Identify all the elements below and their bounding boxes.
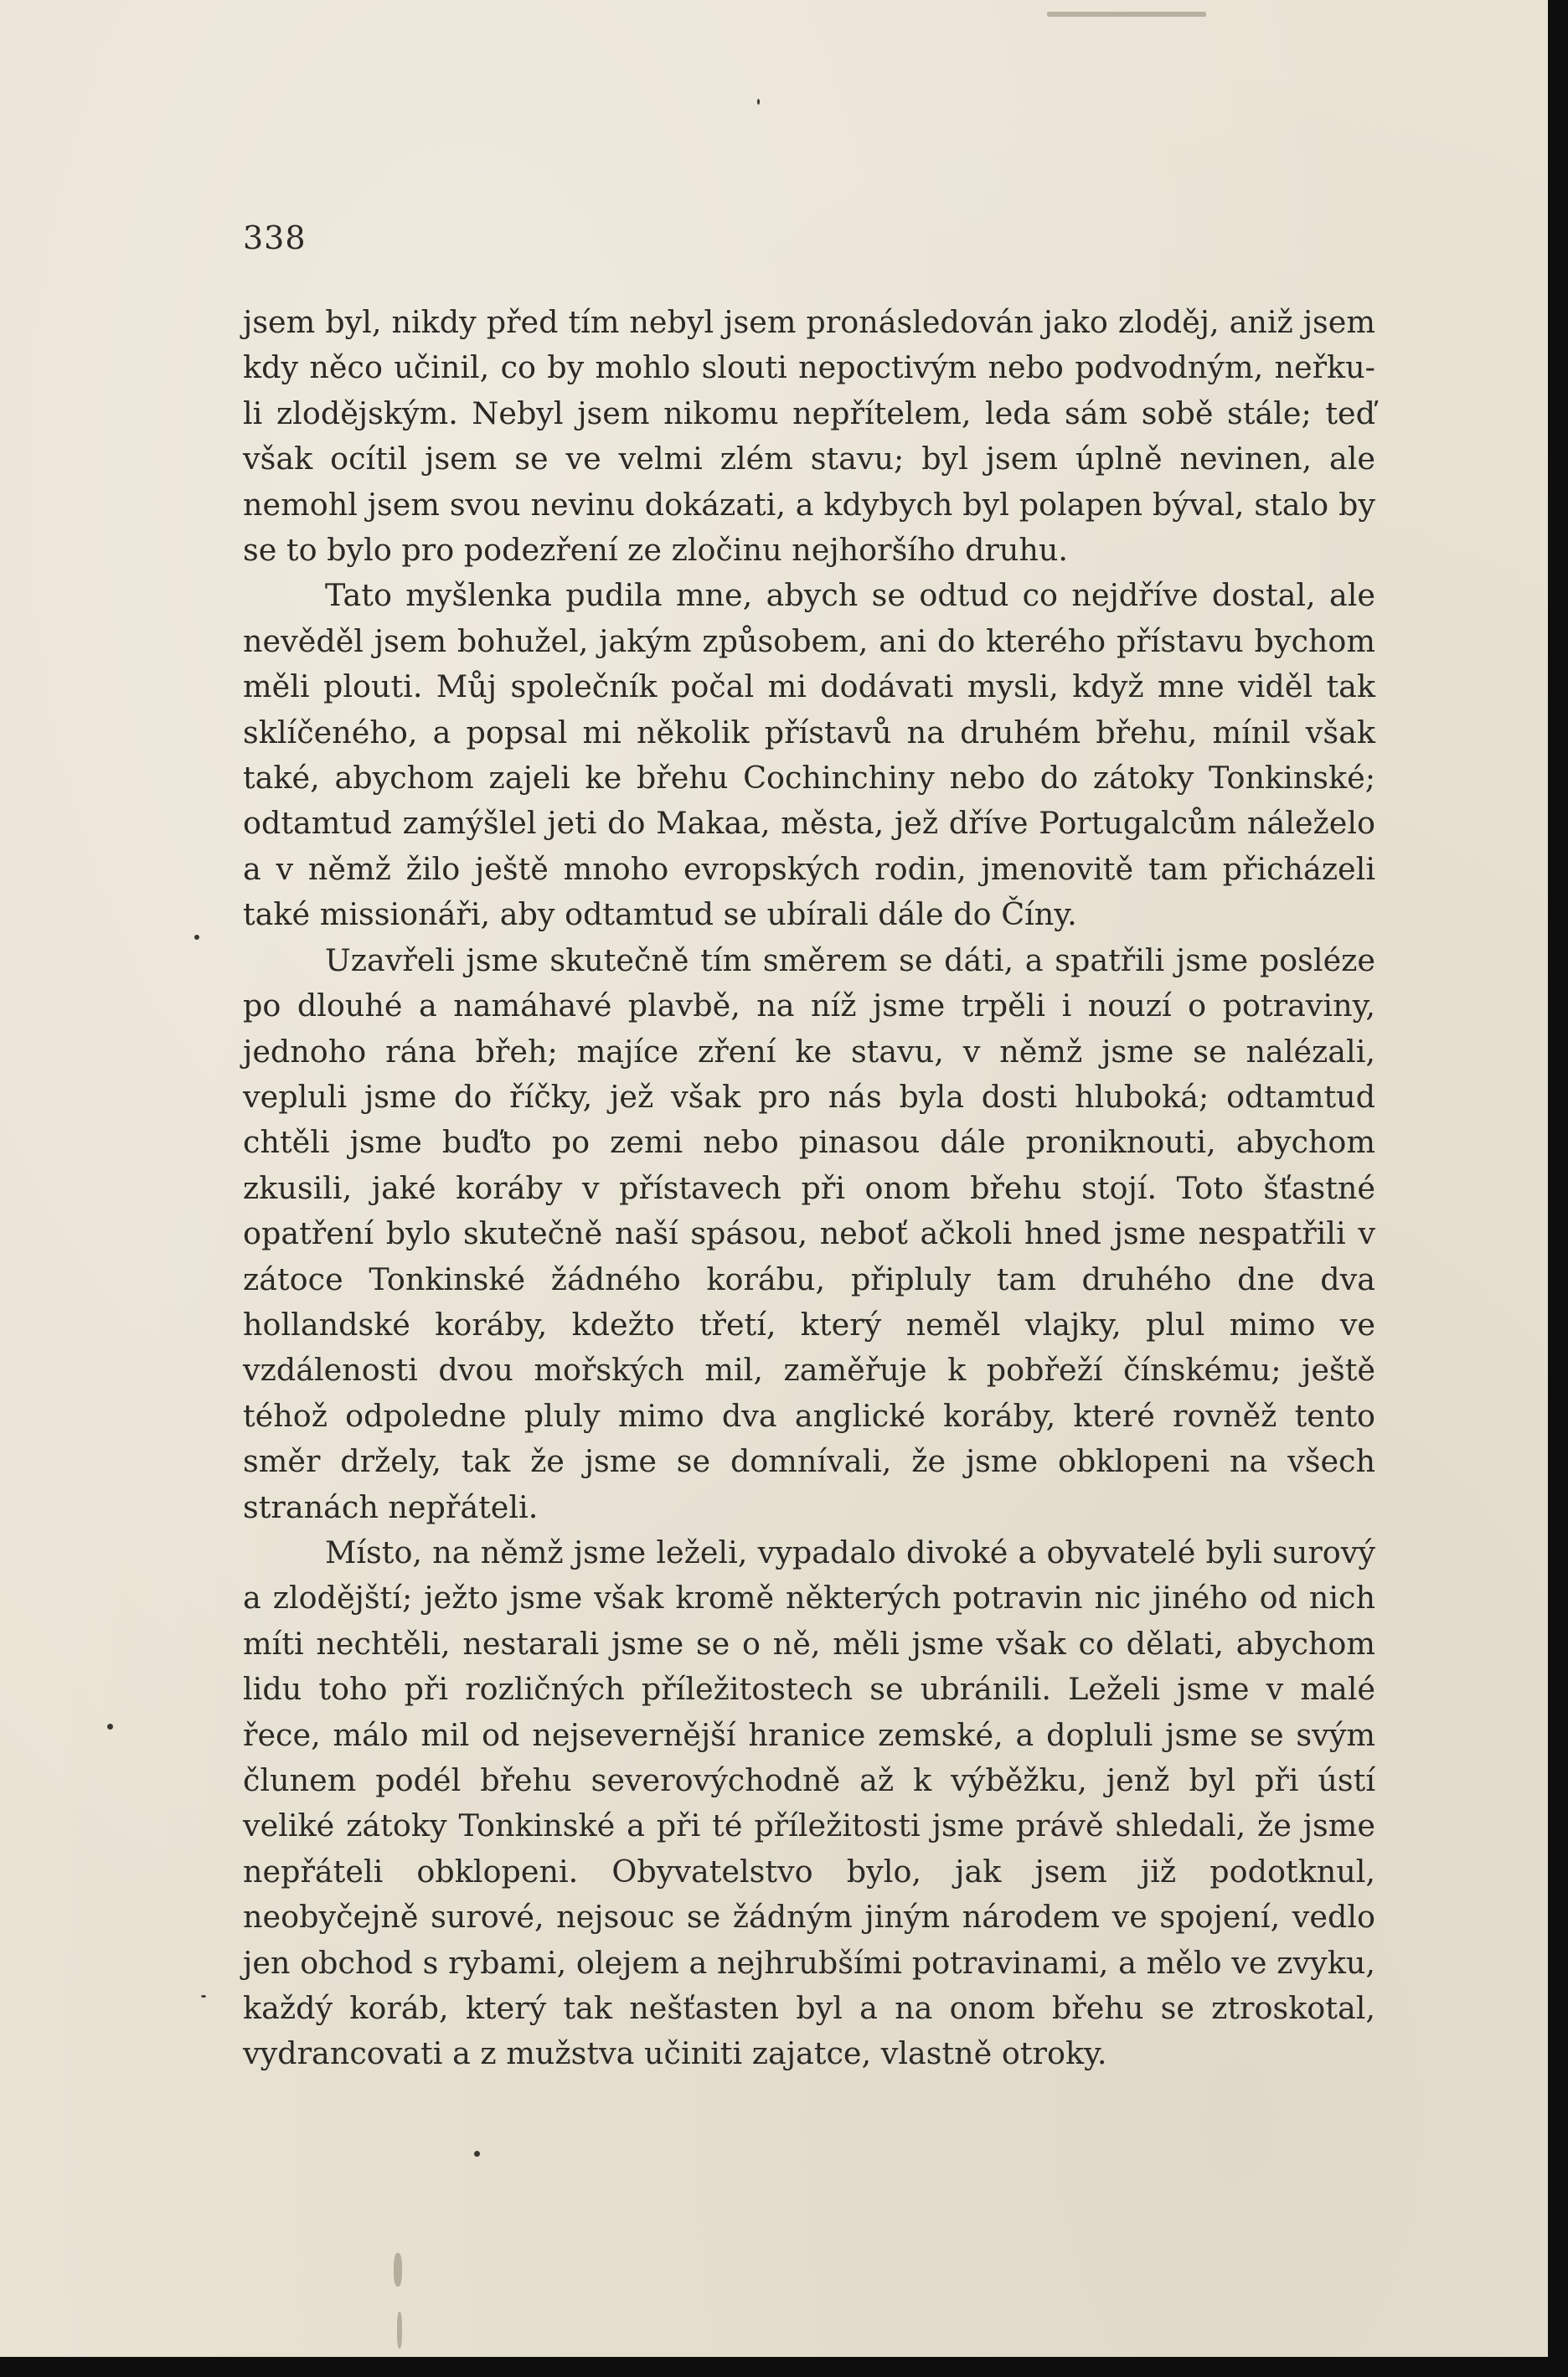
body-text <box>243 300 1375 2077</box>
scan-smudge <box>397 2312 402 2349</box>
scan-speck <box>194 935 199 940</box>
scan-smudge <box>394 2253 402 2287</box>
scan-speck <box>757 99 760 105</box>
page-number: 338 <box>243 219 307 256</box>
paragraph-3: Uzavřeli jsme skutečně tím směrem se dáti, a spatřili jsme posléze po dlouhé a namáhavé plavbě, na níž jsme trpěli i nouzí o potraviny, jednoho rána břeh; majíce zření ke stavu, v němž jsme se nalézali, vepluli jsme do říčky, jež však pro nás byla dosti hluboká; odtamtud chtěli jsme buďto po zemi nebo pinasou dále proniknouti, abychom zkusili, jaké koráby v přístavech při onom břehu stojí. Toto šťastné opatření bylo skutečně naší spásou, neboť ačkoli hned jsme nespatřili v zátoce Tonkinské žádného korábu, připluly tam druhého dne dva hollandské koráby, kdežto třetí, který neměl vlajky, plul mimo ve vzdálenosti dvou mořských mil, zaměřuje k pobřeží čínskému; ještě téhož odpoledne pluly mimo dva anglické koráby, které rovněž tento směr držely, tak že jsme se domnívali, že jsme obklopeni na všech stranách nepřáteli. <box>243 941 1375 1525</box>
scan-border-bottom <box>0 2357 1568 2377</box>
paragraph-4: Místo, na němž jsme leželi, vypadalo divoké a obyvatelé byli surový a zlodějští; ježto jsme však kromě některých potravin nic jiného od nich míti nechtěli, nestarali jsme se o ně, měli jsme však co dělati, abychom lidu toho při rozličných příležitostech se ubránili. Leželi jsme v malé řece, málo mil od nejsevernější hranice zemské, a dopluli jsme se svým člunem podél břehu severovýchodně až k výběžku, jenž byl při ústí veliké zátoky Tonkinské a při té příležitosti jsme právě shledali, že jsme nepřáteli obklopeni. Obyvatelstvo bylo, jak jsem již podotknul, neobyčejně surové, nejsouc se žádným jiným národem ve spojení, vedlo jen obchod s rybami, olejem a nejhrubšími potravinami, a mělo ve zvyku, každý koráb, který tak nešťasten byl a na onom břehu se ztroskotal, vydrancovati a z mužstva učiniti zajatce, vlastně otroky. <box>243 1534 1375 2072</box>
scan-speck <box>201 1995 206 1998</box>
scan-border-right <box>1548 0 1568 2377</box>
scan-smudge <box>1047 12 1206 17</box>
scan-speck <box>474 2151 480 2157</box>
scan-speck <box>107 1724 113 1730</box>
paragraph-2: Tato myšlenka pudila mne, abych se odtud co nejdříve dostal, ale nevěděl jsem bohužel, jakým způsobem, ani do kterého přístavu bychom měli plouti. Můj společník počal mi dodávati mysli, když mne viděl tak sklíčeného, a popsal mi několik přístavů na druhém břehu, mínil však také, abychom zajeli ke břehu Cochinchiny nebo do zátoky Tonkinské; odtamtud zamýšlel jeti do Makaa, města, jež dříve Portugalcům náleželo a v němž žilo ještě mnoho evropských rodin, jmenovitě tam přicházeli také missionáři, aby odtamtud se ubírali dále do Číny. <box>243 577 1375 933</box>
paragraph-1: jsem byl, nikdy před tím nebyl jsem pronásledován jako zloděj, aniž jsem kdy něco učinil, co by mohlo slouti nepoctivým nebo podvodným, neřku-li zlodějským. Nebyl jsem nikomu nepřítelem, leda sám sobě stále; teď však ocítil jsem se ve velmi zlém stavu; byl jsem úplně nevinen, ale nemohl jsem svou nevinu dokázati, a kdybych byl polapen býval, stalo by se to bylo pro podezření ze zločinu nejhoršího druhu. <box>243 304 1375 569</box>
